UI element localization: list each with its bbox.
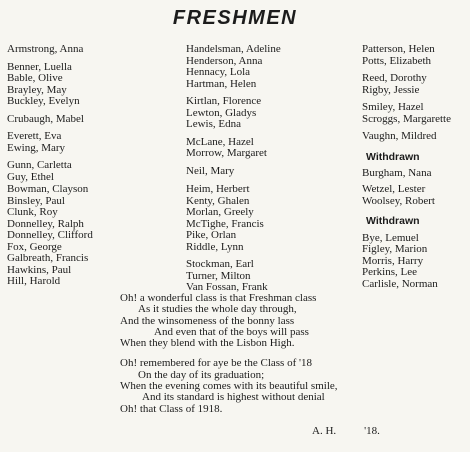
author-year: '18. bbox=[364, 425, 380, 437]
poem-line: When the evening comes with its beautiful smile, bbox=[120, 380, 338, 393]
name-entry: Woolsey, Robert bbox=[362, 194, 435, 207]
name-entry: Everett, Eva bbox=[7, 130, 62, 142]
name-entry: Hill, Harold bbox=[7, 275, 61, 287]
name-entry: Heim, Herbert bbox=[186, 183, 250, 195]
name-entry: Carlisle, Norman bbox=[362, 277, 438, 290]
poem-signature bbox=[312, 425, 380, 437]
name-entry: Handelsman, Adeline bbox=[186, 43, 281, 55]
girls-column-2 bbox=[186, 44, 281, 177]
poem-line: Oh! a wonderful class is that Freshman class bbox=[120, 292, 317, 304]
name-entry: Potts, Elizabeth bbox=[362, 54, 432, 67]
name-entry: Buckley, Evelyn bbox=[7, 95, 80, 107]
name-entry: Bable, Olive bbox=[7, 72, 63, 84]
name-entry: Smiley, Hazel bbox=[362, 101, 424, 113]
author-initials: A. H. bbox=[312, 425, 337, 437]
poem-line: Oh! that Class of 1918. bbox=[120, 402, 223, 415]
name-entry: Morlan, Greely bbox=[186, 206, 254, 218]
poem-line: And even that of the boys will pass bbox=[154, 325, 309, 338]
name-entry: Fox, George bbox=[7, 240, 62, 253]
poem-line: When they blend with the Lisbon High. bbox=[120, 337, 295, 350]
name-entry: Figley, Marion bbox=[362, 243, 428, 255]
page-title: FRESHMEN bbox=[172, 7, 298, 29]
name-entry: Turner, Milton bbox=[186, 269, 251, 282]
name-entry: Crubaugh, Mabel bbox=[7, 112, 84, 125]
name-entry: Hennacy, Lola bbox=[186, 66, 251, 78]
boys-column-3 bbox=[362, 184, 438, 290]
name-entry: Hawkins, Paul bbox=[7, 263, 72, 276]
name-entry: Bye, Lemuel bbox=[362, 231, 419, 244]
poem-line: On the day of its graduation; bbox=[138, 368, 265, 381]
name-entry: Scroggs, Margarette bbox=[362, 112, 451, 125]
name-entry: Morrow, Margaret bbox=[186, 147, 267, 159]
poem-line: Oh! remembered for aye be the Class of '18 bbox=[120, 357, 312, 370]
name-entry: Donnelley, Clifford bbox=[7, 229, 93, 241]
name-entry: Morris, Harry bbox=[362, 254, 424, 267]
name-entry: Hartman, Helen bbox=[186, 77, 257, 90]
class-poem bbox=[120, 293, 338, 415]
name-entry: Kirtlan, Florence bbox=[186, 95, 262, 107]
name-entry: McTighe, Francis bbox=[186, 217, 264, 230]
name-entry: Reed, Dorothy bbox=[362, 72, 427, 84]
name-entry: Pike, Orlan bbox=[186, 229, 237, 241]
name-entry: Bowman, Clayson bbox=[7, 183, 89, 195]
name-entry: Riddle, Lynn bbox=[186, 240, 244, 253]
poem-line: As it studies the whole day through, bbox=[138, 303, 297, 316]
name-entry: Donnelley, Ralph bbox=[7, 217, 84, 230]
name-entry: Armstrong, Anna bbox=[7, 43, 84, 55]
name-entry: Neil, Mary bbox=[186, 164, 235, 177]
girls-column-3 bbox=[362, 44, 451, 180]
name-entry: Stockman, Earl bbox=[186, 258, 254, 270]
name-entry: Van Fossan, Frank bbox=[186, 281, 268, 293]
name-entry: Ewing, Mary bbox=[7, 141, 66, 154]
boys-column-2 bbox=[186, 184, 268, 294]
withdrawn-heading: Withdrawn bbox=[366, 150, 420, 163]
withdrawn-heading: Withdrawn bbox=[366, 215, 420, 227]
name-entry: Brayley, May bbox=[7, 83, 67, 96]
name-entry: Guy, Ethel bbox=[7, 170, 54, 183]
name-entry: Wetzel, Lester bbox=[362, 183, 426, 195]
name-entry: Perkins, Lee bbox=[362, 266, 417, 278]
name-entry: Kenty, Ghalen bbox=[186, 194, 250, 207]
name-entry: Clunk, Roy bbox=[7, 206, 58, 218]
name-entry: Vaughn, Mildred bbox=[362, 130, 437, 142]
name-entry: Galbreath, Francis bbox=[7, 252, 89, 264]
name-entry: Lewis, Edna bbox=[186, 118, 241, 130]
name-entry: McLane, Hazel bbox=[186, 135, 254, 148]
name-entry: Henderson, Anna bbox=[186, 54, 263, 67]
name-entry: Burgham, Nana bbox=[362, 167, 432, 179]
poem-line: And its standard is highest without denial bbox=[142, 391, 325, 404]
name-entry: Rigby, Jessie bbox=[362, 83, 420, 96]
poem-line: And the winsomeness of the bonny lass bbox=[120, 314, 295, 327]
boys-column-1 bbox=[7, 184, 93, 288]
girls-column-1 bbox=[7, 44, 84, 183]
name-entry: Binsley, Paul bbox=[7, 194, 65, 207]
name-entry: Gunn, Carletta bbox=[7, 159, 72, 171]
name-entry: Patterson, Helen bbox=[362, 43, 435, 55]
name-entry: Benner, Luella bbox=[7, 60, 72, 73]
name-entry: Lewton, Gladys bbox=[186, 106, 257, 119]
